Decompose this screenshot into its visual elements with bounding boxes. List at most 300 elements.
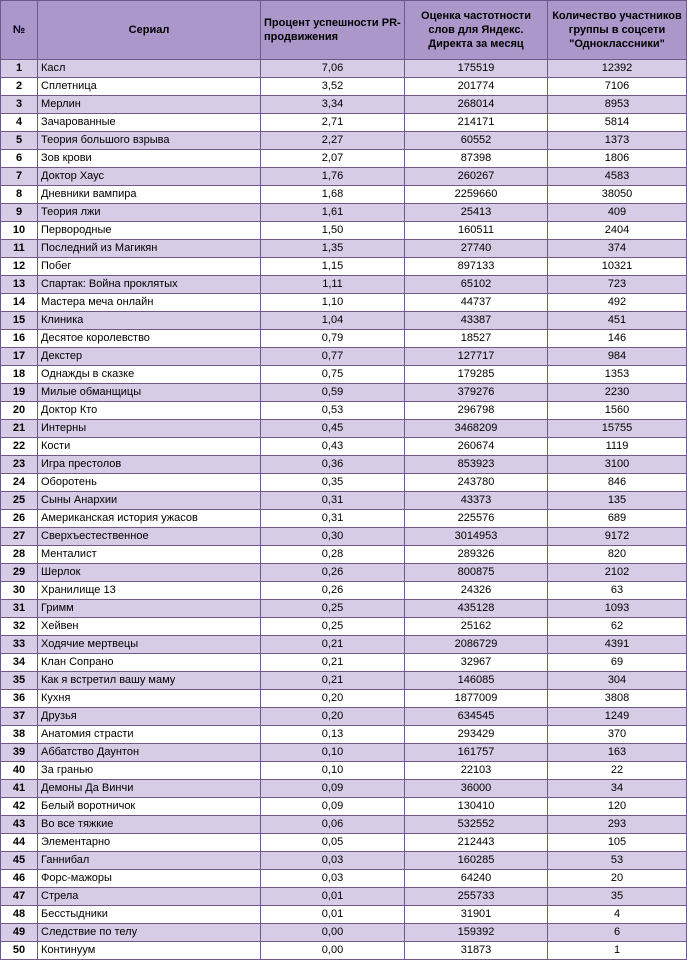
row-word-frequency: 31901 bbox=[405, 906, 548, 924]
row-group-members: 689 bbox=[548, 510, 687, 528]
row-word-frequency: 179285 bbox=[405, 366, 548, 384]
row-group-members: 1353 bbox=[548, 366, 687, 384]
row-pr-success: 0,31 bbox=[261, 492, 405, 510]
row-number: 50 bbox=[1, 942, 38, 960]
row-word-frequency: 27740 bbox=[405, 240, 548, 258]
table-row bbox=[1, 924, 687, 942]
row-word-frequency: 22103 bbox=[405, 762, 548, 780]
table-row bbox=[1, 366, 687, 384]
row-group-members: 846 bbox=[548, 474, 687, 492]
row-group-members: 7106 bbox=[548, 78, 687, 96]
row-number: 27 bbox=[1, 528, 38, 546]
table-row bbox=[1, 834, 687, 852]
table-row bbox=[1, 654, 687, 672]
row-number: 10 bbox=[1, 222, 38, 240]
row-pr-success: 0,21 bbox=[261, 654, 405, 672]
row-number: 47 bbox=[1, 888, 38, 906]
row-number: 3 bbox=[1, 96, 38, 114]
row-number: 19 bbox=[1, 384, 38, 402]
row-series-name: Сыны Анархии bbox=[38, 492, 261, 510]
table-row bbox=[1, 186, 687, 204]
row-word-frequency: 24326 bbox=[405, 582, 548, 600]
row-series-name: Гримм bbox=[38, 600, 261, 618]
row-series-name: Форс-мажоры bbox=[38, 870, 261, 888]
row-pr-success: 0,10 bbox=[261, 744, 405, 762]
row-pr-success: 0,75 bbox=[261, 366, 405, 384]
row-group-members: 3808 bbox=[548, 690, 687, 708]
row-series-name: Американская история ужасов bbox=[38, 510, 261, 528]
row-word-frequency: 127717 bbox=[405, 348, 548, 366]
row-number: 22 bbox=[1, 438, 38, 456]
row-pr-success: 0,09 bbox=[261, 798, 405, 816]
table-row bbox=[1, 312, 687, 330]
row-word-frequency: 268014 bbox=[405, 96, 548, 114]
row-series-name: Как я встретил вашу маму bbox=[38, 672, 261, 690]
row-group-members: 62 bbox=[548, 618, 687, 636]
row-group-members: 2404 bbox=[548, 222, 687, 240]
table-row bbox=[1, 132, 687, 150]
table-row bbox=[1, 294, 687, 312]
row-word-frequency: 161757 bbox=[405, 744, 548, 762]
table-row bbox=[1, 96, 687, 114]
table-row bbox=[1, 474, 687, 492]
table-row bbox=[1, 852, 687, 870]
row-word-frequency: 160285 bbox=[405, 852, 548, 870]
row-group-members: 146 bbox=[548, 330, 687, 348]
row-word-frequency: 225576 bbox=[405, 510, 548, 528]
row-word-frequency: 87398 bbox=[405, 150, 548, 168]
row-word-frequency: 212443 bbox=[405, 834, 548, 852]
row-group-members: 6 bbox=[548, 924, 687, 942]
row-series-name: Клиника bbox=[38, 312, 261, 330]
table-row bbox=[1, 492, 687, 510]
row-group-members: 451 bbox=[548, 312, 687, 330]
row-word-frequency: 435128 bbox=[405, 600, 548, 618]
row-word-frequency: 43387 bbox=[405, 312, 548, 330]
row-number: 11 bbox=[1, 240, 38, 258]
header-word-frequency: Оценка частотности слов для Яндекс. Директа за месяц bbox=[405, 1, 548, 60]
row-series-name: Однажды в сказке bbox=[38, 366, 261, 384]
header-group-members: Количество участников группы в соцсети "Одноклассники" bbox=[548, 1, 687, 60]
row-group-members: 1806 bbox=[548, 150, 687, 168]
row-pr-success: 0,45 bbox=[261, 420, 405, 438]
row-number: 36 bbox=[1, 690, 38, 708]
row-number: 42 bbox=[1, 798, 38, 816]
table-row bbox=[1, 798, 687, 816]
table-row bbox=[1, 816, 687, 834]
row-number: 26 bbox=[1, 510, 38, 528]
row-pr-success: 2,27 bbox=[261, 132, 405, 150]
row-word-frequency: 2086729 bbox=[405, 636, 548, 654]
table-row bbox=[1, 60, 687, 78]
row-group-members: 1560 bbox=[548, 402, 687, 420]
row-word-frequency: 160511 bbox=[405, 222, 548, 240]
row-word-frequency: 18527 bbox=[405, 330, 548, 348]
row-number: 23 bbox=[1, 456, 38, 474]
row-pr-success: 0,43 bbox=[261, 438, 405, 456]
row-series-name: Декстер bbox=[38, 348, 261, 366]
row-series-name: Белый воротничок bbox=[38, 798, 261, 816]
row-pr-success: 0,03 bbox=[261, 870, 405, 888]
row-group-members: 1 bbox=[548, 942, 687, 960]
row-pr-success: 0,00 bbox=[261, 942, 405, 960]
row-number: 49 bbox=[1, 924, 38, 942]
row-group-members: 163 bbox=[548, 744, 687, 762]
row-group-members: 723 bbox=[548, 276, 687, 294]
row-word-frequency: 60552 bbox=[405, 132, 548, 150]
row-series-name: Хранилище 13 bbox=[38, 582, 261, 600]
row-word-frequency: 379276 bbox=[405, 384, 548, 402]
row-group-members: 38050 bbox=[548, 186, 687, 204]
row-number: 6 bbox=[1, 150, 38, 168]
row-pr-success: 0,30 bbox=[261, 528, 405, 546]
row-word-frequency: 25413 bbox=[405, 204, 548, 222]
table-row bbox=[1, 204, 687, 222]
row-word-frequency: 2259660 bbox=[405, 186, 548, 204]
row-word-frequency: 201774 bbox=[405, 78, 548, 96]
row-group-members: 2230 bbox=[548, 384, 687, 402]
row-group-members: 9172 bbox=[548, 528, 687, 546]
row-number: 24 bbox=[1, 474, 38, 492]
row-group-members: 34 bbox=[548, 780, 687, 798]
row-pr-success: 2,71 bbox=[261, 114, 405, 132]
row-pr-success: 0,21 bbox=[261, 636, 405, 654]
row-series-name: Ходячие мертвецы bbox=[38, 636, 261, 654]
table-row bbox=[1, 402, 687, 420]
row-group-members: 492 bbox=[548, 294, 687, 312]
row-word-frequency: 289326 bbox=[405, 546, 548, 564]
row-number: 29 bbox=[1, 564, 38, 582]
table-row bbox=[1, 348, 687, 366]
table-row bbox=[1, 636, 687, 654]
row-number: 2 bbox=[1, 78, 38, 96]
row-word-frequency: 243780 bbox=[405, 474, 548, 492]
row-series-name: Зачарованные bbox=[38, 114, 261, 132]
row-pr-success: 0,25 bbox=[261, 600, 405, 618]
header-series: Сериал bbox=[38, 1, 261, 60]
row-pr-success: 0,31 bbox=[261, 510, 405, 528]
row-group-members: 8953 bbox=[548, 96, 687, 114]
row-series-name: Аббатство Даунтон bbox=[38, 744, 261, 762]
row-number: 34 bbox=[1, 654, 38, 672]
row-word-frequency: 175519 bbox=[405, 60, 548, 78]
row-series-name: Стрела bbox=[38, 888, 261, 906]
row-number: 1 bbox=[1, 60, 38, 78]
table-row bbox=[1, 384, 687, 402]
row-pr-success: 1,10 bbox=[261, 294, 405, 312]
row-number: 32 bbox=[1, 618, 38, 636]
row-word-frequency: 214171 bbox=[405, 114, 548, 132]
row-number: 39 bbox=[1, 744, 38, 762]
row-number: 9 bbox=[1, 204, 38, 222]
table-row bbox=[1, 528, 687, 546]
table-row bbox=[1, 258, 687, 276]
row-group-members: 22 bbox=[548, 762, 687, 780]
row-number: 45 bbox=[1, 852, 38, 870]
row-group-members: 120 bbox=[548, 798, 687, 816]
row-pr-success: 0,01 bbox=[261, 906, 405, 924]
row-series-name: Последний из Магикян bbox=[38, 240, 261, 258]
table-row bbox=[1, 762, 687, 780]
row-group-members: 12392 bbox=[548, 60, 687, 78]
row-number: 37 bbox=[1, 708, 38, 726]
row-series-name: Доктор Хаус bbox=[38, 168, 261, 186]
table-header bbox=[1, 1, 687, 60]
row-group-members: 293 bbox=[548, 816, 687, 834]
row-pr-success: 0,26 bbox=[261, 582, 405, 600]
row-number: 7 bbox=[1, 168, 38, 186]
table-row bbox=[1, 546, 687, 564]
row-pr-success: 0,35 bbox=[261, 474, 405, 492]
table-row bbox=[1, 870, 687, 888]
row-pr-success: 0,01 bbox=[261, 888, 405, 906]
table-row bbox=[1, 330, 687, 348]
row-group-members: 53 bbox=[548, 852, 687, 870]
row-series-name: Теория лжи bbox=[38, 204, 261, 222]
row-word-frequency: 32967 bbox=[405, 654, 548, 672]
row-word-frequency: 532552 bbox=[405, 816, 548, 834]
row-word-frequency: 296798 bbox=[405, 402, 548, 420]
row-series-name: Бесстыдники bbox=[38, 906, 261, 924]
row-number: 46 bbox=[1, 870, 38, 888]
table-row bbox=[1, 564, 687, 582]
table-row bbox=[1, 114, 687, 132]
table-row bbox=[1, 708, 687, 726]
header-row bbox=[1, 1, 687, 60]
row-pr-success: 0,03 bbox=[261, 852, 405, 870]
row-word-frequency: 25162 bbox=[405, 618, 548, 636]
table-row bbox=[1, 78, 687, 96]
row-series-name: Континуум bbox=[38, 942, 261, 960]
header-pr-success: Процент успешности PR-продвижения bbox=[261, 1, 405, 60]
row-word-frequency: 64240 bbox=[405, 870, 548, 888]
row-number: 43 bbox=[1, 816, 38, 834]
row-pr-success: 0,59 bbox=[261, 384, 405, 402]
row-series-name: Дневники вампира bbox=[38, 186, 261, 204]
row-pr-success: 0,77 bbox=[261, 348, 405, 366]
row-series-name: Милые обманщицы bbox=[38, 384, 261, 402]
table-row bbox=[1, 942, 687, 960]
row-series-name: Демоны Да Винчи bbox=[38, 780, 261, 798]
row-group-members: 10321 bbox=[548, 258, 687, 276]
row-group-members: 63 bbox=[548, 582, 687, 600]
table-row bbox=[1, 438, 687, 456]
row-pr-success: 0,28 bbox=[261, 546, 405, 564]
table-row bbox=[1, 906, 687, 924]
row-series-name: Доктор Кто bbox=[38, 402, 261, 420]
row-series-name: Сверхъестественное bbox=[38, 528, 261, 546]
row-number: 16 bbox=[1, 330, 38, 348]
row-pr-success: 0,26 bbox=[261, 564, 405, 582]
row-pr-success: 0,09 bbox=[261, 780, 405, 798]
row-group-members: 1373 bbox=[548, 132, 687, 150]
row-series-name: Интерны bbox=[38, 420, 261, 438]
row-word-frequency: 36000 bbox=[405, 780, 548, 798]
row-pr-success: 0,13 bbox=[261, 726, 405, 744]
row-word-frequency: 159392 bbox=[405, 924, 548, 942]
row-number: 30 bbox=[1, 582, 38, 600]
row-group-members: 1119 bbox=[548, 438, 687, 456]
row-number: 25 bbox=[1, 492, 38, 510]
row-word-frequency: 1877009 bbox=[405, 690, 548, 708]
row-group-members: 135 bbox=[548, 492, 687, 510]
row-group-members: 4583 bbox=[548, 168, 687, 186]
row-pr-success: 0,79 bbox=[261, 330, 405, 348]
row-pr-success: 0,53 bbox=[261, 402, 405, 420]
row-group-members: 15755 bbox=[548, 420, 687, 438]
row-word-frequency: 260267 bbox=[405, 168, 548, 186]
table-row bbox=[1, 240, 687, 258]
row-group-members: 3100 bbox=[548, 456, 687, 474]
row-pr-success: 1,15 bbox=[261, 258, 405, 276]
row-word-frequency: 65102 bbox=[405, 276, 548, 294]
row-series-name: Ганнибал bbox=[38, 852, 261, 870]
row-number: 18 bbox=[1, 366, 38, 384]
row-group-members: 984 bbox=[548, 348, 687, 366]
row-word-frequency: 853923 bbox=[405, 456, 548, 474]
row-word-frequency: 146085 bbox=[405, 672, 548, 690]
row-number: 15 bbox=[1, 312, 38, 330]
table-row bbox=[1, 690, 687, 708]
row-number: 14 bbox=[1, 294, 38, 312]
row-series-name: Кости bbox=[38, 438, 261, 456]
row-number: 8 bbox=[1, 186, 38, 204]
table-row bbox=[1, 582, 687, 600]
row-pr-success: 0,20 bbox=[261, 690, 405, 708]
row-pr-success: 0,20 bbox=[261, 708, 405, 726]
row-group-members: 2102 bbox=[548, 564, 687, 582]
row-pr-success: 0,05 bbox=[261, 834, 405, 852]
table-row bbox=[1, 780, 687, 798]
row-group-members: 1093 bbox=[548, 600, 687, 618]
row-number: 13 bbox=[1, 276, 38, 294]
row-series-name: Во все тяжкие bbox=[38, 816, 261, 834]
row-series-name: Шерлок bbox=[38, 564, 261, 582]
row-number: 12 bbox=[1, 258, 38, 276]
row-pr-success: 0,36 bbox=[261, 456, 405, 474]
row-pr-success: 0,25 bbox=[261, 618, 405, 636]
row-series-name: Мерлин bbox=[38, 96, 261, 114]
row-series-name: Касл bbox=[38, 60, 261, 78]
row-pr-success: 3,34 bbox=[261, 96, 405, 114]
row-word-frequency: 800875 bbox=[405, 564, 548, 582]
row-number: 38 bbox=[1, 726, 38, 744]
row-series-name: Хейвен bbox=[38, 618, 261, 636]
row-group-members: 4391 bbox=[548, 636, 687, 654]
row-number: 40 bbox=[1, 762, 38, 780]
row-pr-success: 1,11 bbox=[261, 276, 405, 294]
row-word-frequency: 634545 bbox=[405, 708, 548, 726]
table-row bbox=[1, 744, 687, 762]
row-group-members: 370 bbox=[548, 726, 687, 744]
row-group-members: 5814 bbox=[548, 114, 687, 132]
row-group-members: 820 bbox=[548, 546, 687, 564]
table-row bbox=[1, 456, 687, 474]
row-word-frequency: 43373 bbox=[405, 492, 548, 510]
row-pr-success: 0,06 bbox=[261, 816, 405, 834]
row-series-name: Зов крови bbox=[38, 150, 261, 168]
row-series-name: Побег bbox=[38, 258, 261, 276]
row-group-members: 1249 bbox=[548, 708, 687, 726]
table-row bbox=[1, 726, 687, 744]
row-number: 21 bbox=[1, 420, 38, 438]
row-group-members: 409 bbox=[548, 204, 687, 222]
row-series-name: Кухня bbox=[38, 690, 261, 708]
table-row bbox=[1, 618, 687, 636]
table-row bbox=[1, 276, 687, 294]
row-pr-success: 0,21 bbox=[261, 672, 405, 690]
row-group-members: 105 bbox=[548, 834, 687, 852]
row-series-name: Теория большого взрыва bbox=[38, 132, 261, 150]
row-series-name: Мастера меча онлайн bbox=[38, 294, 261, 312]
row-series-name: Следствие по телу bbox=[38, 924, 261, 942]
table-body bbox=[1, 60, 687, 960]
row-pr-success: 1,61 bbox=[261, 204, 405, 222]
row-word-frequency: 293429 bbox=[405, 726, 548, 744]
row-number: 5 bbox=[1, 132, 38, 150]
row-series-name: Анатомия страсти bbox=[38, 726, 261, 744]
table-row bbox=[1, 222, 687, 240]
row-number: 35 bbox=[1, 672, 38, 690]
row-number: 41 bbox=[1, 780, 38, 798]
row-word-frequency: 31873 bbox=[405, 942, 548, 960]
row-group-members: 35 bbox=[548, 888, 687, 906]
row-group-members: 4 bbox=[548, 906, 687, 924]
row-number: 48 bbox=[1, 906, 38, 924]
row-word-frequency: 3468209 bbox=[405, 420, 548, 438]
header-number: № bbox=[1, 1, 38, 60]
table-row bbox=[1, 510, 687, 528]
row-word-frequency: 130410 bbox=[405, 798, 548, 816]
row-number: 28 bbox=[1, 546, 38, 564]
row-pr-success: 3,52 bbox=[261, 78, 405, 96]
row-group-members: 374 bbox=[548, 240, 687, 258]
row-pr-success: 0,00 bbox=[261, 924, 405, 942]
row-series-name: Элементарно bbox=[38, 834, 261, 852]
row-number: 33 bbox=[1, 636, 38, 654]
row-pr-success: 0,10 bbox=[261, 762, 405, 780]
row-group-members: 304 bbox=[548, 672, 687, 690]
row-series-name: За гранью bbox=[38, 762, 261, 780]
row-group-members: 69 bbox=[548, 654, 687, 672]
row-number: 31 bbox=[1, 600, 38, 618]
row-pr-success: 1,76 bbox=[261, 168, 405, 186]
row-series-name: Спартак: Война проклятых bbox=[38, 276, 261, 294]
row-pr-success: 1,50 bbox=[261, 222, 405, 240]
row-series-name: Клан Сопрано bbox=[38, 654, 261, 672]
row-pr-success: 7,06 bbox=[261, 60, 405, 78]
row-pr-success: 1,68 bbox=[261, 186, 405, 204]
row-word-frequency: 260674 bbox=[405, 438, 548, 456]
table-row bbox=[1, 150, 687, 168]
table-row bbox=[1, 888, 687, 906]
table-row bbox=[1, 168, 687, 186]
table-row bbox=[1, 420, 687, 438]
row-series-name: Оборотень bbox=[38, 474, 261, 492]
table-row bbox=[1, 600, 687, 618]
row-word-frequency: 897133 bbox=[405, 258, 548, 276]
row-pr-success: 1,04 bbox=[261, 312, 405, 330]
row-series-name: Менталист bbox=[38, 546, 261, 564]
row-word-frequency: 3014953 bbox=[405, 528, 548, 546]
row-series-name: Игра престолов bbox=[38, 456, 261, 474]
row-number: 17 bbox=[1, 348, 38, 366]
row-series-name: Сплетница bbox=[38, 78, 261, 96]
row-word-frequency: 44737 bbox=[405, 294, 548, 312]
row-pr-success: 2,07 bbox=[261, 150, 405, 168]
row-number: 44 bbox=[1, 834, 38, 852]
row-pr-success: 1,35 bbox=[261, 240, 405, 258]
